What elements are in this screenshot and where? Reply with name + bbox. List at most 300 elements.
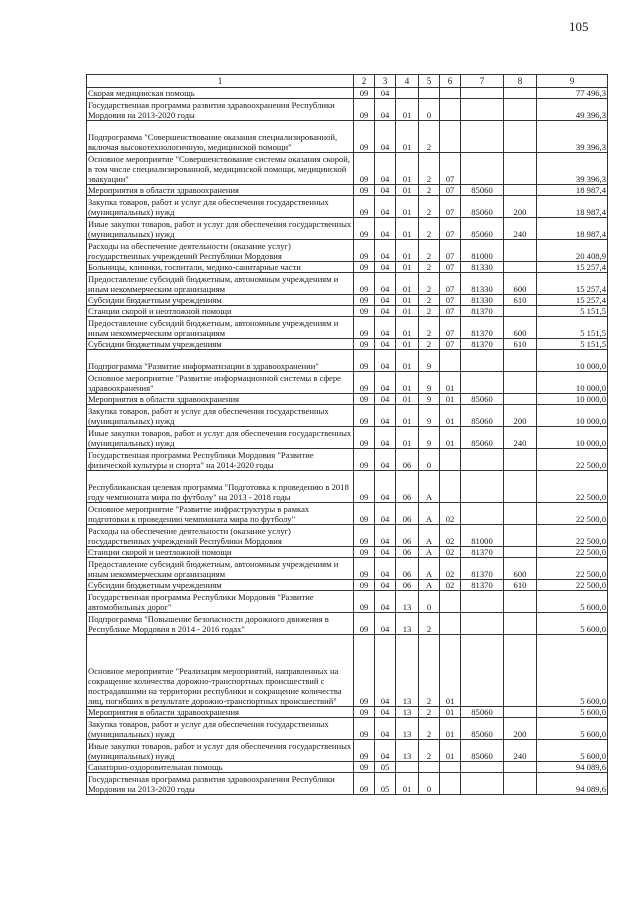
- section-code-cell: 09: [354, 635, 375, 707]
- amount-cell: 5 600,0: [537, 707, 608, 718]
- direction-code-cell: 81000: [461, 240, 504, 262]
- amount-cell: 5 600,0: [537, 591, 608, 613]
- table-row: [87, 405, 608, 427]
- direction-code-cell: 85060: [461, 196, 504, 218]
- table-row: [87, 707, 608, 718]
- direction-code-cell: [461, 471, 504, 503]
- subsection-code-cell: 04: [375, 613, 396, 635]
- event-code-cell: 01: [440, 394, 461, 405]
- subprogram-code-cell: 2: [419, 707, 440, 718]
- row-name-cell: Скорая медицинская помощь: [87, 88, 354, 99]
- amount-cell: 10 000,0: [537, 427, 608, 449]
- subsection-code-cell: 04: [375, 580, 396, 591]
- direction-code-cell: 85060: [461, 185, 504, 196]
- event-code-cell: [440, 449, 461, 471]
- row-name-cell: Больницы, клиники, госпитали, медико-санитарные части: [87, 262, 354, 273]
- table-row: [87, 394, 608, 405]
- row-name-cell: Государственная программа Республики Мордовия "Развитие автомобильных дорог": [87, 591, 354, 613]
- column-header: 2: [354, 75, 375, 88]
- direction-code-cell: [461, 503, 504, 525]
- subprogram-code-cell: 2: [419, 317, 440, 339]
- direction-code-cell: 81330: [461, 273, 504, 295]
- event-code-cell: [440, 121, 461, 153]
- section-code-cell: 09: [354, 503, 375, 525]
- program-code-cell: 01: [396, 339, 419, 350]
- expense-type-code-cell: 200: [504, 196, 537, 218]
- amount-cell: 18 987,4: [537, 196, 608, 218]
- row-name-cell: Подпрограмма "Развитие информатизации в здравоохранении": [87, 350, 354, 372]
- column-header: 6: [440, 75, 461, 88]
- expense-type-code-cell: [504, 635, 537, 707]
- section-code-cell: 09: [354, 471, 375, 503]
- expense-type-code-cell: 240: [504, 740, 537, 762]
- direction-code-cell: 85060: [461, 718, 504, 740]
- expense-type-code-cell: 600: [504, 273, 537, 295]
- program-code-cell: 13: [396, 740, 419, 762]
- direction-code-cell: [461, 350, 504, 372]
- subprogram-code-cell: 2: [419, 262, 440, 273]
- row-name-cell: Основное мероприятие "Развитие инфраструктуры в рамках подготовки к проведению чемпионата мира по футболу": [87, 503, 354, 525]
- row-name-cell: Государственная программа развития здравоохранения Республики Мордовия на 2013-2020 годы: [87, 99, 354, 121]
- program-code-cell: 01: [396, 350, 419, 372]
- row-name-cell: Основное мероприятие "Совершенствование системы оказания скорой, в том числе специализированной, медицинской помощи, медицинской эвакуации": [87, 153, 354, 185]
- amount-cell: 10 000,0: [537, 372, 608, 394]
- section-code-cell: 09: [354, 273, 375, 295]
- subsection-code-cell: 05: [375, 773, 396, 795]
- section-code-cell: 09: [354, 449, 375, 471]
- expense-type-code-cell: 200: [504, 405, 537, 427]
- amount-cell: 5 151,5: [537, 339, 608, 350]
- table-row: [87, 558, 608, 580]
- row-name-cell: Государственная программа развития здравоохранения Республики Мордовия на 2013-2020 годы: [87, 773, 354, 795]
- event-code-cell: 07: [440, 317, 461, 339]
- table-row: [87, 547, 608, 558]
- subprogram-code-cell: 2: [419, 240, 440, 262]
- section-code-cell: 09: [354, 405, 375, 427]
- subsection-code-cell: 04: [375, 273, 396, 295]
- program-code-cell: 01: [396, 317, 419, 339]
- subsection-code-cell: 04: [375, 262, 396, 273]
- program-code-cell: 01: [396, 218, 419, 240]
- program-code-cell: 01: [396, 262, 419, 273]
- expense-type-code-cell: [504, 350, 537, 372]
- row-name-cell: Подпрограмма "Совершенствование оказания специализированной, включая высокотехнологичную, медицинской помощи": [87, 121, 354, 153]
- subprogram-code-cell: 2: [419, 306, 440, 317]
- subprogram-code-cell: 9: [419, 350, 440, 372]
- event-code-cell: 07: [440, 306, 461, 317]
- column-header: 3: [375, 75, 396, 88]
- row-name-cell: Основное мероприятие "Реализация мероприятий, направленных на сокращение количества дорожно-транспортных происшествий с пострадавшими на территории республики и сокращение количества лиц, погибших в результате дорожно-транспортных происшествий": [87, 635, 354, 707]
- event-code-cell: 02: [440, 580, 461, 591]
- program-code-cell: 06: [396, 471, 419, 503]
- program-code-cell: 01: [396, 372, 419, 394]
- direction-code-cell: 85060: [461, 405, 504, 427]
- row-name-cell: Закупка товаров, работ и услуг для обеспечения государственных (муниципальных) нужд: [87, 196, 354, 218]
- amount-cell: 5 600,0: [537, 740, 608, 762]
- amount-cell: 22 500,0: [537, 525, 608, 547]
- event-code-cell: 01: [440, 635, 461, 707]
- direction-code-cell: 81370: [461, 580, 504, 591]
- table-row: [87, 306, 608, 317]
- program-code-cell: 01: [396, 121, 419, 153]
- subprogram-code-cell: 9: [419, 405, 440, 427]
- subprogram-code-cell: 2: [419, 740, 440, 762]
- amount-cell: 39 396,3: [537, 121, 608, 153]
- expense-type-code-cell: [504, 306, 537, 317]
- section-code-cell: 09: [354, 196, 375, 218]
- section-code-cell: 09: [354, 558, 375, 580]
- row-name-cell: Санаторно-оздоровительная помощь: [87, 762, 354, 773]
- direction-code-cell: 81000: [461, 525, 504, 547]
- subsection-code-cell: 04: [375, 707, 396, 718]
- section-code-cell: 09: [354, 427, 375, 449]
- expense-type-code-cell: [504, 525, 537, 547]
- program-code-cell: 01: [396, 99, 419, 121]
- subprogram-code-cell: 0: [419, 773, 440, 795]
- event-code-cell: [440, 471, 461, 503]
- direction-code-cell: 85060: [461, 427, 504, 449]
- table-row: [87, 740, 608, 762]
- event-code-cell: 02: [440, 558, 461, 580]
- expense-type-code-cell: 240: [504, 218, 537, 240]
- subprogram-code-cell: 9: [419, 394, 440, 405]
- direction-code-cell: 81370: [461, 547, 504, 558]
- section-code-cell: 09: [354, 591, 375, 613]
- section-code-cell: 09: [354, 707, 375, 718]
- table-row: [87, 88, 608, 99]
- section-code-cell: 09: [354, 718, 375, 740]
- subprogram-code-cell: 2: [419, 185, 440, 196]
- expense-type-code-cell: [504, 707, 537, 718]
- event-code-cell: 07: [440, 218, 461, 240]
- amount-cell: 5 151,5: [537, 317, 608, 339]
- expense-type-code-cell: [504, 121, 537, 153]
- direction-code-cell: 81370: [461, 317, 504, 339]
- program-code-cell: 01: [396, 273, 419, 295]
- amount-cell: 94 089,6: [537, 762, 608, 773]
- row-name-cell: Предоставление субсидий бюджетным, автономным учреждениям и иным некоммерческим организациям: [87, 273, 354, 295]
- subprogram-code-cell: А: [419, 547, 440, 558]
- expense-type-code-cell: [504, 153, 537, 185]
- row-name-cell: Государственная программа Республики Мордовия "Развитие физической культуры и спорта" на 2014-2020 годы: [87, 449, 354, 471]
- subprogram-code-cell: 2: [419, 218, 440, 240]
- program-code-cell: 06: [396, 547, 419, 558]
- program-code-cell: 01: [396, 773, 419, 795]
- expense-type-code-cell: 200: [504, 718, 537, 740]
- event-code-cell: 07: [440, 240, 461, 262]
- row-name-cell: Расходы на обеспечение деятельности (оказание услуг) государственных учреждений Республики Мордовия: [87, 240, 354, 262]
- table-row: [87, 449, 608, 471]
- direction-code-cell: 85060: [461, 218, 504, 240]
- amount-cell: 10 000,0: [537, 350, 608, 372]
- event-code-cell: [440, 88, 461, 99]
- event-code-cell: 07: [440, 262, 461, 273]
- column-header: 4: [396, 75, 419, 88]
- amount-cell: 20 408,9: [537, 240, 608, 262]
- row-name-cell: Предоставление субсидий бюджетным, автономным учреждениям и иным некоммерческим организациям: [87, 317, 354, 339]
- amount-cell: 49 396,3: [537, 99, 608, 121]
- expense-type-code-cell: 610: [504, 339, 537, 350]
- row-name-cell: Станции скорой и неотложной помощи: [87, 306, 354, 317]
- subsection-code-cell: 04: [375, 635, 396, 707]
- amount-cell: 10 000,0: [537, 405, 608, 427]
- program-code-cell: 06: [396, 449, 419, 471]
- column-header: 7: [461, 75, 504, 88]
- direction-code-cell: 85060: [461, 740, 504, 762]
- section-code-cell: 09: [354, 218, 375, 240]
- row-name-cell: Мероприятия в области здравоохранения: [87, 707, 354, 718]
- amount-cell: 22 500,0: [537, 503, 608, 525]
- program-code-cell: 01: [396, 405, 419, 427]
- subsection-code-cell: 04: [375, 372, 396, 394]
- direction-code-cell: 81370: [461, 558, 504, 580]
- table-row: [87, 591, 608, 613]
- column-header: 5: [419, 75, 440, 88]
- row-name-cell: Субсидии бюджетным учреждениям: [87, 295, 354, 306]
- section-code-cell: 09: [354, 339, 375, 350]
- event-code-cell: 07: [440, 339, 461, 350]
- event-code-cell: 01: [440, 707, 461, 718]
- amount-cell: 5 151,5: [537, 306, 608, 317]
- expense-type-code-cell: [504, 262, 537, 273]
- event-code-cell: 02: [440, 503, 461, 525]
- direction-code-cell: [461, 449, 504, 471]
- direction-code-cell: 81330: [461, 295, 504, 306]
- expense-type-code-cell: [504, 773, 537, 795]
- subsection-code-cell: 04: [375, 471, 396, 503]
- subprogram-code-cell: А: [419, 558, 440, 580]
- expense-type-code-cell: [504, 88, 537, 99]
- direction-code-cell: [461, 153, 504, 185]
- event-code-cell: 07: [440, 196, 461, 218]
- budget-table: [86, 74, 608, 795]
- column-header: 8: [504, 75, 537, 88]
- subsection-code-cell: 04: [375, 240, 396, 262]
- subsection-code-cell: 04: [375, 295, 396, 306]
- expense-type-code-cell: 600: [504, 558, 537, 580]
- direction-code-cell: 85060: [461, 394, 504, 405]
- subprogram-code-cell: [419, 88, 440, 99]
- subprogram-code-cell: А: [419, 580, 440, 591]
- subprogram-code-cell: [419, 762, 440, 773]
- subprogram-code-cell: 0: [419, 99, 440, 121]
- program-code-cell: 01: [396, 394, 419, 405]
- section-code-cell: 09: [354, 580, 375, 591]
- section-code-cell: 09: [354, 547, 375, 558]
- section-code-cell: 09: [354, 295, 375, 306]
- expense-type-code-cell: [504, 591, 537, 613]
- program-code-cell: 13: [396, 707, 419, 718]
- event-code-cell: [440, 99, 461, 121]
- program-code-cell: 01: [396, 240, 419, 262]
- event-code-cell: 01: [440, 427, 461, 449]
- subprogram-code-cell: 2: [419, 635, 440, 707]
- event-code-cell: 01: [440, 740, 461, 762]
- section-code-cell: 09: [354, 99, 375, 121]
- event-code-cell: [440, 350, 461, 372]
- program-code-cell: 13: [396, 591, 419, 613]
- subprogram-code-cell: 9: [419, 372, 440, 394]
- event-code-cell: [440, 773, 461, 795]
- program-code-cell: [396, 88, 419, 99]
- program-code-cell: 06: [396, 503, 419, 525]
- row-name-cell: Расходы на обеспечение деятельности (оказание услуг) государственных учреждений Республики Мордовия: [87, 525, 354, 547]
- column-header: 1: [87, 75, 354, 88]
- table-header-row: [87, 75, 608, 88]
- direction-code-cell: [461, 99, 504, 121]
- subprogram-code-cell: 2: [419, 196, 440, 218]
- event-code-cell: 07: [440, 185, 461, 196]
- direction-code-cell: 85060: [461, 707, 504, 718]
- event-code-cell: [440, 762, 461, 773]
- table-row: [87, 613, 608, 635]
- direction-code-cell: [461, 762, 504, 773]
- section-code-cell: 09: [354, 525, 375, 547]
- direction-code-cell: 81370: [461, 339, 504, 350]
- program-code-cell: 01: [396, 196, 419, 218]
- section-code-cell: 09: [354, 317, 375, 339]
- direction-code-cell: [461, 591, 504, 613]
- expense-type-code-cell: [504, 762, 537, 773]
- expense-type-code-cell: 610: [504, 580, 537, 591]
- event-code-cell: [440, 613, 461, 635]
- expense-type-code-cell: 610: [504, 295, 537, 306]
- table-row: [87, 718, 608, 740]
- table-row: [87, 99, 608, 121]
- table-row: [87, 350, 608, 372]
- amount-cell: 94 089,6: [537, 773, 608, 795]
- table-row: [87, 185, 608, 196]
- row-name-cell: Субсидии бюджетным учреждениям: [87, 580, 354, 591]
- program-code-cell: [396, 762, 419, 773]
- subprogram-code-cell: 2: [419, 121, 440, 153]
- direction-code-cell: 81330: [461, 262, 504, 273]
- subprogram-code-cell: А: [419, 471, 440, 503]
- expense-type-code-cell: 240: [504, 427, 537, 449]
- subsection-code-cell: 04: [375, 153, 396, 185]
- subprogram-code-cell: А: [419, 525, 440, 547]
- event-code-cell: 02: [440, 547, 461, 558]
- row-name-cell: Закупка товаров, работ и услуг для обеспечения государственных (муниципальных) нужд: [87, 405, 354, 427]
- subsection-code-cell: 04: [375, 88, 396, 99]
- section-code-cell: 09: [354, 773, 375, 795]
- direction-code-cell: [461, 121, 504, 153]
- section-code-cell: 09: [354, 88, 375, 99]
- table-row: [87, 273, 608, 295]
- direction-code-cell: [461, 88, 504, 99]
- program-code-cell: 13: [396, 635, 419, 707]
- program-code-cell: 01: [396, 185, 419, 196]
- expense-type-code-cell: [504, 471, 537, 503]
- expense-type-code-cell: [504, 372, 537, 394]
- subprogram-code-cell: 2: [419, 295, 440, 306]
- amount-cell: 77 496,3: [537, 88, 608, 99]
- amount-cell: 22 500,0: [537, 449, 608, 471]
- program-code-cell: 13: [396, 718, 419, 740]
- amount-cell: 10 000,0: [537, 394, 608, 405]
- table-row: [87, 372, 608, 394]
- direction-code-cell: [461, 613, 504, 635]
- expense-type-code-cell: [504, 449, 537, 471]
- row-name-cell: Мероприятия в области здравоохранения: [87, 394, 354, 405]
- column-header: 9: [537, 75, 608, 88]
- expense-type-code-cell: [504, 547, 537, 558]
- event-code-cell: 01: [440, 372, 461, 394]
- subprogram-code-cell: 2: [419, 718, 440, 740]
- amount-cell: 18 987,4: [537, 185, 608, 196]
- direction-code-cell: [461, 773, 504, 795]
- subsection-code-cell: 04: [375, 547, 396, 558]
- amount-cell: 15 257,4: [537, 273, 608, 295]
- event-code-cell: 07: [440, 273, 461, 295]
- expense-type-code-cell: [504, 394, 537, 405]
- subsection-code-cell: 04: [375, 405, 396, 427]
- table-row: [87, 339, 608, 350]
- amount-cell: 15 257,4: [537, 262, 608, 273]
- section-code-cell: 09: [354, 262, 375, 273]
- program-code-cell: 06: [396, 580, 419, 591]
- table-row: [87, 317, 608, 339]
- program-code-cell: 01: [396, 153, 419, 185]
- subsection-code-cell: 04: [375, 317, 396, 339]
- direction-code-cell: [461, 372, 504, 394]
- expense-type-code-cell: [504, 240, 537, 262]
- amount-cell: 15 257,4: [537, 295, 608, 306]
- row-name-cell: Станции скорой и неотложной помощи: [87, 547, 354, 558]
- subsection-code-cell: 04: [375, 99, 396, 121]
- table-row: [87, 580, 608, 591]
- event-code-cell: 01: [440, 718, 461, 740]
- table-row: [87, 262, 608, 273]
- section-code-cell: 09: [354, 306, 375, 317]
- subsection-code-cell: 04: [375, 218, 396, 240]
- table-row: [87, 218, 608, 240]
- section-code-cell: 09: [354, 121, 375, 153]
- table-row: [87, 773, 608, 795]
- event-code-cell: 07: [440, 153, 461, 185]
- program-code-cell: 01: [396, 306, 419, 317]
- subsection-code-cell: 04: [375, 591, 396, 613]
- expense-type-code-cell: [504, 185, 537, 196]
- subsection-code-cell: 04: [375, 740, 396, 762]
- program-code-cell: 01: [396, 295, 419, 306]
- amount-cell: 22 500,0: [537, 471, 608, 503]
- event-code-cell: 02: [440, 525, 461, 547]
- direction-code-cell: 81370: [461, 306, 504, 317]
- subprogram-code-cell: 2: [419, 273, 440, 295]
- row-name-cell: Закупка товаров, работ и услуг для обеспечения государственных (муниципальных) нужд: [87, 718, 354, 740]
- section-code-cell: 09: [354, 185, 375, 196]
- subsection-code-cell: 04: [375, 350, 396, 372]
- program-code-cell: 06: [396, 558, 419, 580]
- subsection-code-cell: 04: [375, 339, 396, 350]
- subsection-code-cell: 04: [375, 185, 396, 196]
- amount-cell: 18 987,4: [537, 218, 608, 240]
- subprogram-code-cell: 2: [419, 339, 440, 350]
- row-name-cell: Мероприятия в области здравоохранения: [87, 185, 354, 196]
- expense-type-code-cell: 600: [504, 317, 537, 339]
- amount-cell: 22 500,0: [537, 580, 608, 591]
- table-row: [87, 153, 608, 185]
- amount-cell: 22 500,0: [537, 558, 608, 580]
- row-name-cell: Основное мероприятие "Развитие информационной системы в сфере здравоохранения": [87, 372, 354, 394]
- row-name-cell: Предоставление субсидий бюджетным, автономным учреждениям и иным некоммерческим организациям: [87, 558, 354, 580]
- subsection-code-cell: 04: [375, 558, 396, 580]
- expense-type-code-cell: [504, 503, 537, 525]
- row-name-cell: Республиканская целевая программа "Подготовка к проведению в 2018 году чемпионата мира по футболу" на 2013 - 2018 годы: [87, 471, 354, 503]
- expense-type-code-cell: [504, 613, 537, 635]
- amount-cell: 39 396,3: [537, 153, 608, 185]
